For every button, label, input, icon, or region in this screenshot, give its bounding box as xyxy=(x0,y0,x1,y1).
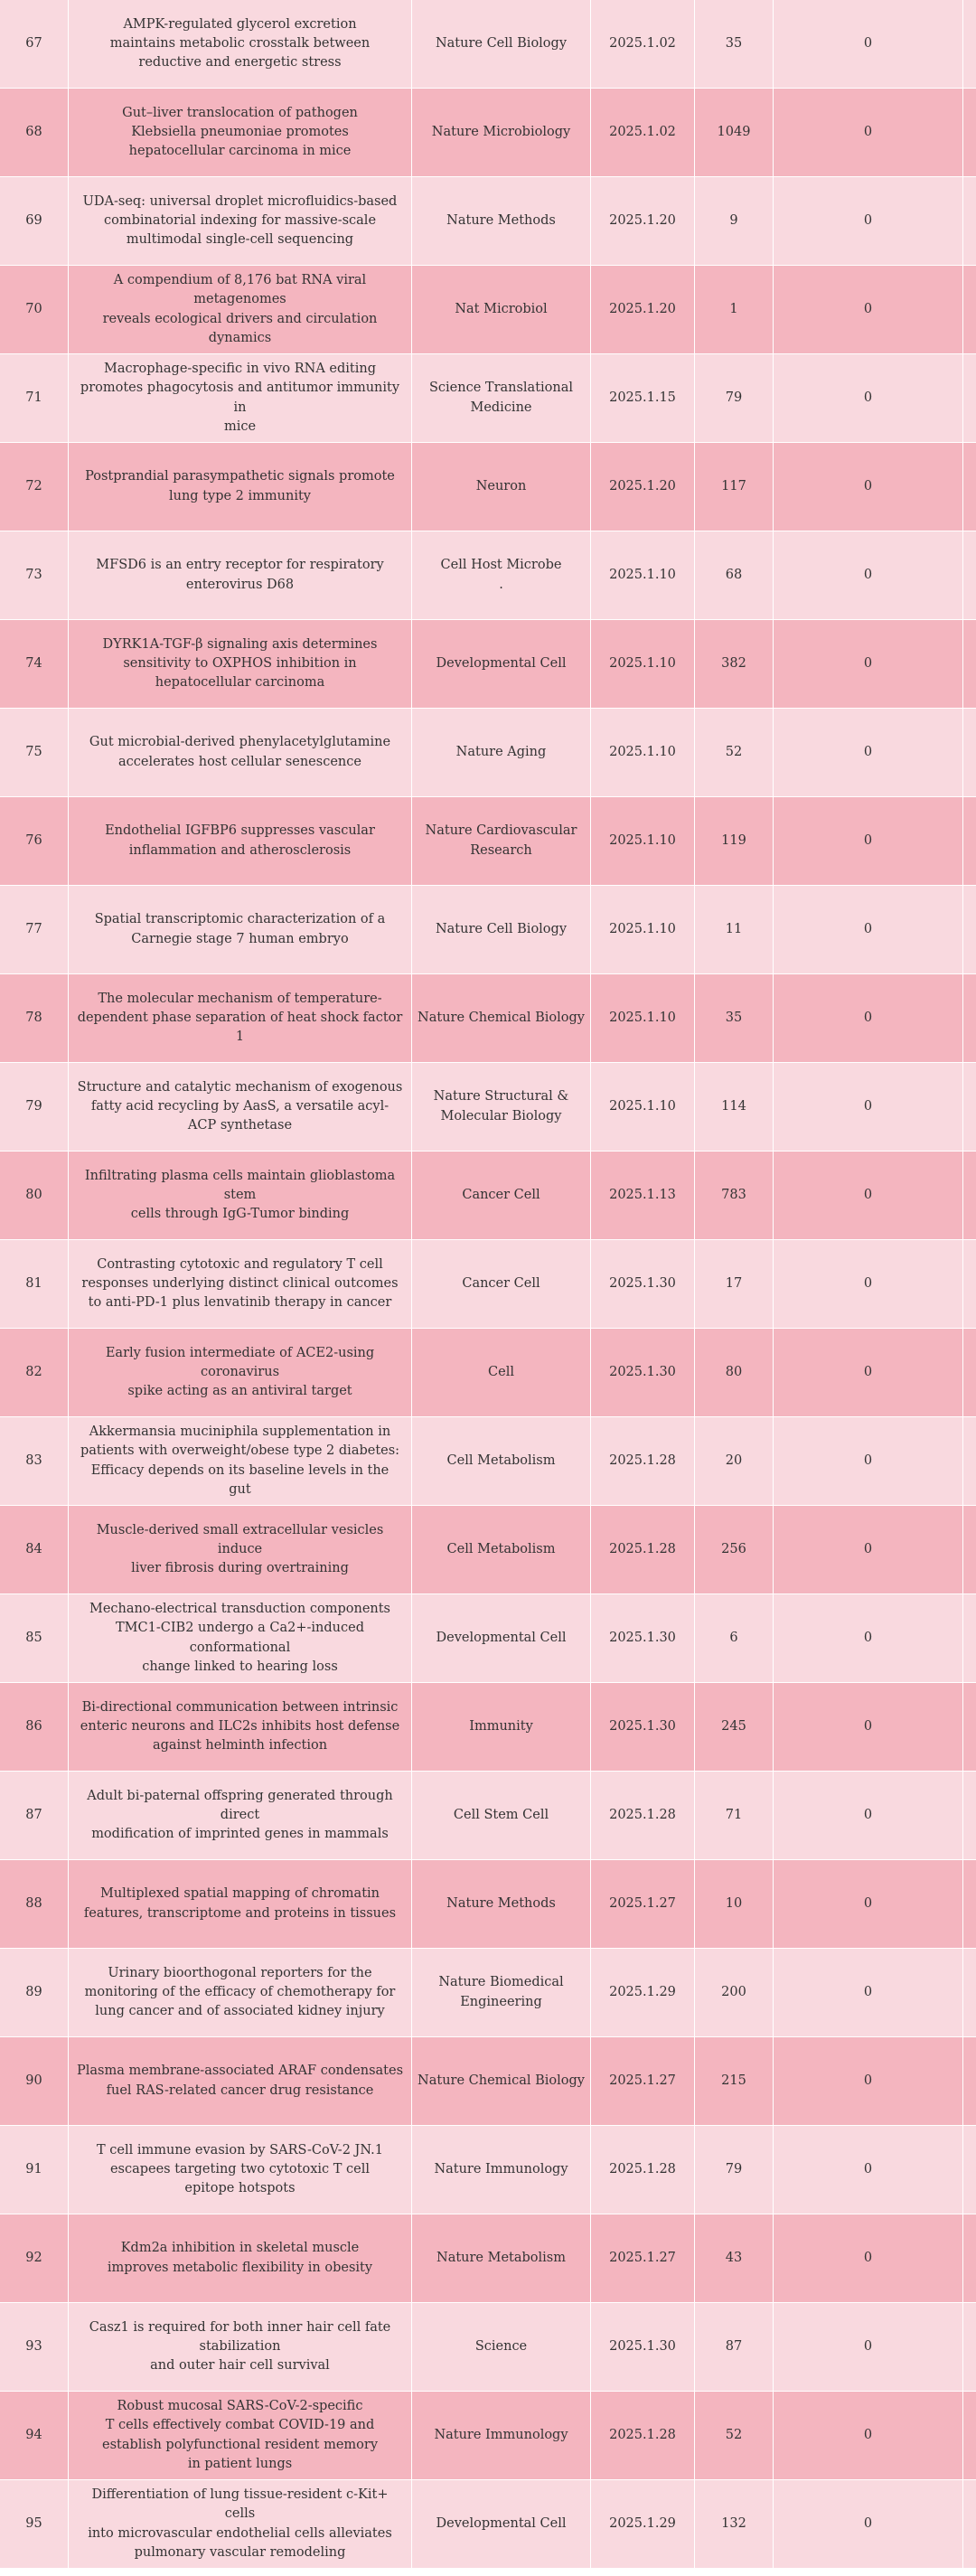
row-number-cell: 70 xyxy=(0,266,69,353)
journal-cell: Nature Chemical Biology xyxy=(412,974,591,1062)
paper-title-cell: Structure and catalytic mechanism of exogenous fatty acid recycling by AasS, a versatile acyl- ACP synthetase xyxy=(69,1063,412,1151)
paper-title-cell: Endothelial IGFBP6 suppresses vascular inflammation and atherosclerosis xyxy=(69,797,412,885)
journal-cell: Nature Metabolism xyxy=(412,2214,591,2302)
table-row xyxy=(0,89,976,177)
date-cell: 2025.1.30 xyxy=(591,1329,695,1416)
row-number-cell: 72 xyxy=(0,443,69,531)
extra-value-cell: 0 xyxy=(774,1152,963,1239)
paper-title-cell: Differentiation of lung tissue-resident c-Kit+ cells into microvascular endothelial cells alleviates pulmonary vascular remodeling xyxy=(69,2480,412,2568)
paper-title-cell: MFSD6 is an entry receptor for respiratory enterovirus D68 xyxy=(69,531,412,619)
paper-title-cell: Urinary bioorthogonal reporters for the monitoring of the efficacy of chemotherapy for lung cancer and of associated kidney injury xyxy=(69,1949,412,2036)
date-cell: 2025.1.30 xyxy=(591,1594,695,1682)
journal-cell: Science xyxy=(412,2303,591,2391)
journal-cell: Nature Biomedical Engineering xyxy=(412,1949,591,2036)
citation-count-cell: 71 xyxy=(695,1772,774,1859)
row-number-cell: 74 xyxy=(0,620,69,708)
date-cell: 2025.1.28 xyxy=(591,2392,695,2479)
table-row xyxy=(0,1240,976,1329)
table-row xyxy=(0,2126,976,2214)
date-cell: 2025.1.02 xyxy=(591,0,695,88)
paper-title-cell: Postprandial parasympathetic signals promote lung type 2 immunity xyxy=(69,443,412,531)
citation-count-cell: 132 xyxy=(695,2480,774,2568)
table-row xyxy=(0,266,976,354)
row-number-cell: 87 xyxy=(0,1772,69,1859)
row-number-cell: 68 xyxy=(0,89,69,176)
journal-cell: Nature Structural & Molecular Biology xyxy=(412,1063,591,1151)
citation-count-cell: 20 xyxy=(695,1417,774,1505)
paper-title-cell: Casz1 is required for both inner hair cell fate stabilization and outer hair cell survival xyxy=(69,2303,412,2391)
paper-title-cell: Akkermansia muciniphila supplementation in patients with overweight/obese type 2 diabetes: Efficacy depends on its baseline levels in the gut xyxy=(69,1417,412,1505)
table-row xyxy=(0,2303,976,2392)
citation-count-cell: 1049 xyxy=(695,89,774,176)
date-cell: 2025.1.28 xyxy=(591,1417,695,1505)
journal-cell: Developmental Cell xyxy=(412,2480,591,2568)
date-cell: 2025.1.10 xyxy=(591,974,695,1062)
table-row xyxy=(0,974,976,1063)
table-row xyxy=(0,1329,976,1417)
row-number-cell: 82 xyxy=(0,1329,69,1416)
extra-value-cell: 0 xyxy=(774,2303,963,2391)
extra-value-cell: 0 xyxy=(774,620,963,708)
journal-cell: Nature Cell Biology xyxy=(412,0,591,88)
citation-count-cell: 35 xyxy=(695,974,774,1062)
journal-cell: Nat Microbiol xyxy=(412,266,591,353)
paper-title-cell: Muscle-derived small extracellular vesicles induce liver fibrosis during overtraining xyxy=(69,1506,412,1594)
journal-cell: Nature Chemical Biology xyxy=(412,2037,591,2125)
citation-count-cell: 215 xyxy=(695,2037,774,2125)
journal-cell: Nature Cardiovascular Research xyxy=(412,797,591,885)
date-cell: 2025.1.20 xyxy=(591,266,695,353)
date-cell: 2025.1.29 xyxy=(591,1949,695,2036)
table-row xyxy=(0,2480,976,2569)
citation-count-cell: 17 xyxy=(695,1240,774,1328)
paper-title-cell: Gut microbial-derived phenylacetylglutamine accelerates host cellular senescence xyxy=(69,709,412,796)
table-row xyxy=(0,1683,976,1772)
table-row xyxy=(0,531,976,620)
citation-count-cell: 117 xyxy=(695,443,774,531)
date-cell: 2025.1.10 xyxy=(591,1063,695,1151)
citation-count-cell: 783 xyxy=(695,1152,774,1239)
journal-cell: Nature Immunology xyxy=(412,2392,591,2479)
journal-cell: Neuron xyxy=(412,443,591,531)
journal-cell: Cancer Cell xyxy=(412,1152,591,1239)
date-cell: 2025.1.10 xyxy=(591,620,695,708)
journal-cell: Immunity xyxy=(412,1683,591,1771)
citation-count-cell: 6 xyxy=(695,1594,774,1682)
extra-value-cell: 0 xyxy=(774,443,963,531)
empty-cell xyxy=(963,2392,976,2479)
journal-cell: Nature Methods xyxy=(412,177,591,265)
journal-cell: Cell xyxy=(412,1329,591,1416)
row-number-cell: 79 xyxy=(0,1063,69,1151)
row-number-cell: 73 xyxy=(0,531,69,619)
table-row xyxy=(0,620,976,709)
row-number-cell: 78 xyxy=(0,974,69,1062)
row-number-cell: 90 xyxy=(0,2037,69,2125)
paper-title-cell: Robust mucosal SARS-CoV-2-specific T cells effectively combat COVID-19 and establish polyfunctional resident memory in patient lungs xyxy=(69,2392,412,2479)
date-cell: 2025.1.10 xyxy=(591,797,695,885)
citation-count-cell: 79 xyxy=(695,2126,774,2214)
extra-value-cell: 0 xyxy=(774,0,963,88)
row-number-cell: 94 xyxy=(0,2392,69,2479)
date-cell: 2025.1.27 xyxy=(591,2037,695,2125)
paper-title-cell: Spatial transcriptomic characterization of a Carnegie stage 7 human embryo xyxy=(69,886,412,973)
date-cell: 2025.1.28 xyxy=(591,1506,695,1594)
empty-cell xyxy=(963,1594,976,1682)
extra-value-cell: 0 xyxy=(774,1240,963,1328)
empty-cell xyxy=(963,2126,976,2214)
extra-value-cell: 0 xyxy=(774,974,963,1062)
date-cell: 2025.1.28 xyxy=(591,2126,695,2214)
paper-title-cell: Early fusion intermediate of ACE2-using coronavirus spike acting as an antiviral target xyxy=(69,1329,412,1416)
citation-count-cell: 1 xyxy=(695,266,774,353)
row-number-cell: 92 xyxy=(0,2214,69,2302)
empty-cell xyxy=(963,177,976,265)
table-row xyxy=(0,2392,976,2480)
journal-cell: Nature Microbiology xyxy=(412,89,591,176)
journal-cell: Cell Stem Cell xyxy=(412,1772,591,1859)
row-number-cell: 88 xyxy=(0,1860,69,1948)
date-cell: 2025.1.30 xyxy=(591,2303,695,2391)
extra-value-cell: 0 xyxy=(774,1063,963,1151)
empty-cell xyxy=(963,797,976,885)
table-row xyxy=(0,1772,976,1860)
table-row xyxy=(0,797,976,886)
paper-title-cell: UDA-seq: universal droplet microfluidics-based combinatorial indexing for massive-scale multimodal single-cell sequencing xyxy=(69,177,412,265)
extra-value-cell: 0 xyxy=(774,1683,963,1771)
extra-value-cell: 0 xyxy=(774,531,963,619)
citation-count-cell: 35 xyxy=(695,0,774,88)
table-row xyxy=(0,1063,976,1152)
paper-title-cell: The molecular mechanism of temperature- dependent phase separation of heat shock factor 1 xyxy=(69,974,412,1062)
extra-value-cell: 0 xyxy=(774,2480,963,2568)
empty-cell xyxy=(963,620,976,708)
extra-value-cell: 0 xyxy=(774,1772,963,1859)
citation-count-cell: 68 xyxy=(695,531,774,619)
empty-cell xyxy=(963,266,976,353)
date-cell: 2025.1.27 xyxy=(591,2214,695,2302)
citation-count-cell: 256 xyxy=(695,1506,774,1594)
paper-title-cell: Gut–liver translocation of pathogen Klebsiella pneumoniae promotes hepatocellular carcinoma in mice xyxy=(69,89,412,176)
empty-cell xyxy=(963,354,976,442)
empty-cell xyxy=(963,0,976,88)
row-number-cell: 71 xyxy=(0,354,69,442)
date-cell: 2025.1.13 xyxy=(591,1152,695,1239)
citation-count-cell: 52 xyxy=(695,2392,774,2479)
citation-count-cell: 52 xyxy=(695,709,774,796)
empty-cell xyxy=(963,89,976,176)
row-number-cell: 75 xyxy=(0,709,69,796)
row-number-cell: 95 xyxy=(0,2480,69,2568)
journal-cell: Developmental Cell xyxy=(412,620,591,708)
table-row xyxy=(0,1506,976,1594)
row-number-cell: 77 xyxy=(0,886,69,973)
extra-value-cell: 0 xyxy=(774,354,963,442)
empty-cell xyxy=(963,2037,976,2125)
empty-cell xyxy=(963,1506,976,1594)
table-row xyxy=(0,1594,976,1683)
table-row xyxy=(0,0,976,89)
empty-cell xyxy=(963,2303,976,2391)
journal-cell: Cell Metabolism xyxy=(412,1417,591,1505)
row-number-cell: 89 xyxy=(0,1949,69,2036)
table-row xyxy=(0,354,976,443)
table-row xyxy=(0,709,976,797)
table-row xyxy=(0,1860,976,1949)
date-cell: 2025.1.20 xyxy=(591,177,695,265)
citation-count-cell: 382 xyxy=(695,620,774,708)
table-row xyxy=(0,177,976,266)
empty-cell xyxy=(963,1772,976,1859)
row-number-cell: 67 xyxy=(0,0,69,88)
journal-cell: Science Translational Medicine xyxy=(412,354,591,442)
citation-count-cell: 200 xyxy=(695,1949,774,2036)
journal-cell: Developmental Cell xyxy=(412,1594,591,1682)
date-cell: 2025.1.10 xyxy=(591,886,695,973)
citation-count-cell: 119 xyxy=(695,797,774,885)
paper-title-cell: Kdm2a inhibition in skeletal muscle improves metabolic flexibility in obesity xyxy=(69,2214,412,2302)
paper-title-cell: Infiltrating plasma cells maintain glioblastoma stem cells through IgG-Tumor binding xyxy=(69,1152,412,1239)
extra-value-cell: 0 xyxy=(774,2037,963,2125)
citation-count-cell: 79 xyxy=(695,354,774,442)
paper-title-cell: Adult bi-paternal offspring generated through direct modification of imprinted genes in mammals xyxy=(69,1772,412,1859)
date-cell: 2025.1.27 xyxy=(591,1860,695,1948)
extra-value-cell: 0 xyxy=(774,886,963,973)
row-number-cell: 80 xyxy=(0,1152,69,1239)
row-number-cell: 93 xyxy=(0,2303,69,2391)
date-cell: 2025.1.15 xyxy=(591,354,695,442)
extra-value-cell: 0 xyxy=(774,2392,963,2479)
journal-cell: Cell Host Microbe . xyxy=(412,531,591,619)
extra-value-cell: 0 xyxy=(774,2214,963,2302)
citation-count-cell: 43 xyxy=(695,2214,774,2302)
empty-cell xyxy=(963,1417,976,1505)
paper-title-cell: Contrasting cytotoxic and regulatory T cell responses underlying distinct clinical outcomes to anti-PD-1 plus lenvatinib therapy in cancer xyxy=(69,1240,412,1328)
extra-value-cell: 0 xyxy=(774,1949,963,2036)
empty-cell xyxy=(963,974,976,1062)
date-cell: 2025.1.28 xyxy=(591,1772,695,1859)
journal-cell: Nature Methods xyxy=(412,1860,591,1948)
empty-cell xyxy=(963,531,976,619)
empty-cell xyxy=(963,1329,976,1416)
paper-title-cell: T cell immune evasion by SARS-CoV-2 JN.1 escapees targeting two cytotoxic T cell epitope hotspots xyxy=(69,2126,412,2214)
row-number-cell: 76 xyxy=(0,797,69,885)
row-number-cell: 85 xyxy=(0,1594,69,1682)
row-number-cell: 81 xyxy=(0,1240,69,1328)
paper-title-cell: Mechano-electrical transduction components TMC1-CIB2 undergo a Ca2+-induced conformational change linked to hearing loss xyxy=(69,1594,412,1682)
extra-value-cell: 0 xyxy=(774,1417,963,1505)
row-number-cell: 69 xyxy=(0,177,69,265)
extra-value-cell: 0 xyxy=(774,797,963,885)
row-number-cell: 83 xyxy=(0,1417,69,1505)
row-number-cell: 86 xyxy=(0,1683,69,1771)
citation-count-cell: 10 xyxy=(695,1860,774,1948)
citation-count-cell: 9 xyxy=(695,177,774,265)
extra-value-cell: 0 xyxy=(774,709,963,796)
date-cell: 2025.1.10 xyxy=(591,709,695,796)
table-row xyxy=(0,2037,976,2126)
paper-title-cell: Bi-directional communication between intrinsic enteric neurons and ILC2s inhibits host defense against helminth infection xyxy=(69,1683,412,1771)
empty-cell xyxy=(963,1152,976,1239)
table-row xyxy=(0,886,976,974)
journal-cell: Nature Cell Biology xyxy=(412,886,591,973)
date-cell: 2025.1.02 xyxy=(591,89,695,176)
empty-cell xyxy=(963,886,976,973)
date-cell: 2025.1.10 xyxy=(591,531,695,619)
empty-cell xyxy=(963,1240,976,1328)
citation-count-cell: 245 xyxy=(695,1683,774,1771)
paper-title-cell: Macrophage-specific in vivo RNA editing promotes phagocytosis and antitumor immunity in mice xyxy=(69,354,412,442)
empty-cell xyxy=(963,1860,976,1948)
extra-value-cell: 0 xyxy=(774,177,963,265)
empty-cell xyxy=(963,443,976,531)
date-cell: 2025.1.30 xyxy=(591,1683,695,1771)
extra-value-cell: 0 xyxy=(774,266,963,353)
empty-cell xyxy=(963,709,976,796)
citation-count-cell: 114 xyxy=(695,1063,774,1151)
journal-cell: Nature Immunology xyxy=(412,2126,591,2214)
extra-value-cell: 0 xyxy=(774,1329,963,1416)
extra-value-cell: 0 xyxy=(774,1506,963,1594)
extra-value-cell: 0 xyxy=(774,89,963,176)
journal-cell: Cell Metabolism xyxy=(412,1506,591,1594)
empty-cell xyxy=(963,2480,976,2568)
journal-cell: Nature Aging xyxy=(412,709,591,796)
date-cell: 2025.1.29 xyxy=(591,2480,695,2568)
date-cell: 2025.1.20 xyxy=(591,443,695,531)
citation-count-cell: 87 xyxy=(695,2303,774,2391)
date-cell: 2025.1.30 xyxy=(591,1240,695,1328)
extra-value-cell: 0 xyxy=(774,2126,963,2214)
journal-cell: Cancer Cell xyxy=(412,1240,591,1328)
table-row xyxy=(0,2214,976,2303)
row-number-cell: 84 xyxy=(0,1506,69,1594)
citation-count-cell: 80 xyxy=(695,1329,774,1416)
extra-value-cell: 0 xyxy=(774,1594,963,1682)
paper-title-cell: A compendium of 8,176 bat RNA viral metagenomes reveals ecological drivers and circulation dynamics xyxy=(69,266,412,353)
empty-cell xyxy=(963,1683,976,1771)
empty-cell xyxy=(963,2214,976,2302)
paper-title-cell: Multiplexed spatial mapping of chromatin features, transcriptome and proteins in tissues xyxy=(69,1860,412,1948)
table-row xyxy=(0,1949,976,2037)
extra-value-cell: 0 xyxy=(774,1860,963,1948)
row-number-cell: 91 xyxy=(0,2126,69,2214)
paper-title-cell: DYRK1A-TGF-β signaling axis determines sensitivity to OXPHOS inhibition in hepatocellular carcinoma xyxy=(69,620,412,708)
table-row xyxy=(0,1152,976,1240)
table-row xyxy=(0,443,976,531)
empty-cell xyxy=(963,1063,976,1151)
empty-cell xyxy=(963,1949,976,2036)
paper-title-cell: Plasma membrane-associated ARAF condensates fuel RAS-related cancer drug resistance xyxy=(69,2037,412,2125)
citation-count-cell: 11 xyxy=(695,886,774,973)
table-row xyxy=(0,1417,976,1506)
paper-title-cell: AMPK-regulated glycerol excretion maintains metabolic crosstalk between reductive and energetic stress xyxy=(69,0,412,88)
